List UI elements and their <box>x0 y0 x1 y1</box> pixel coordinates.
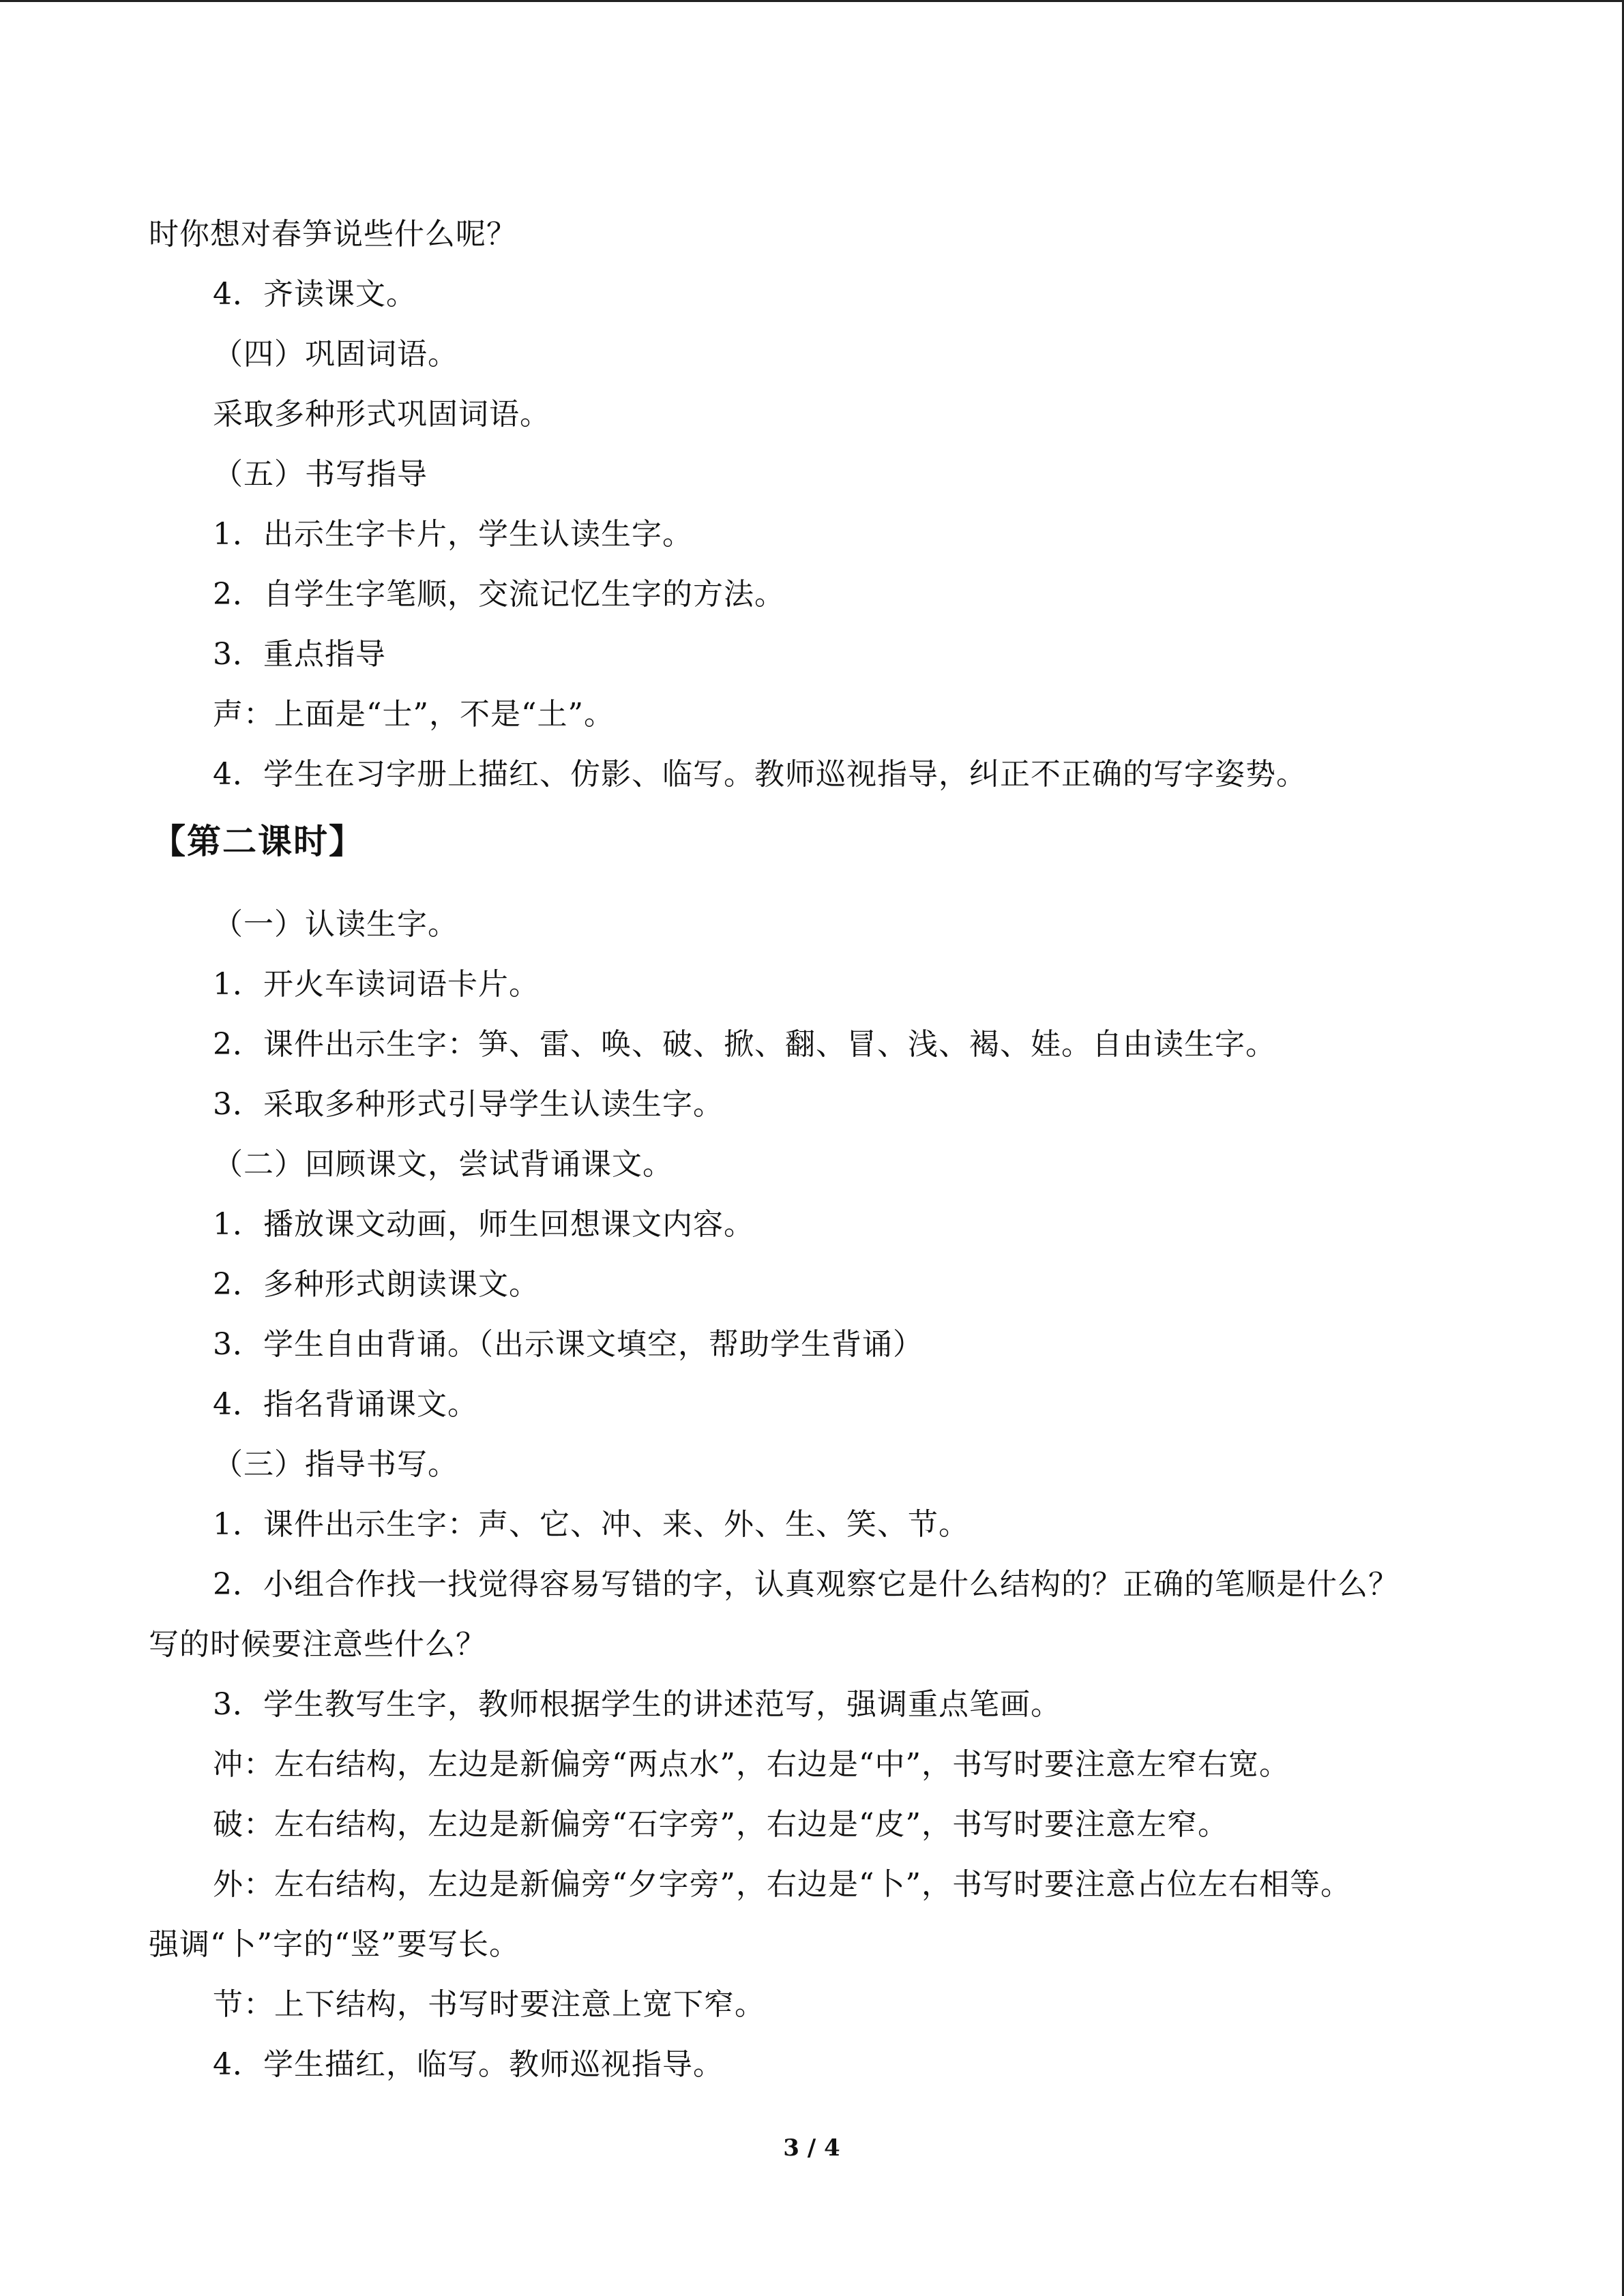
text-line: 3．学生教写生字，教师根据学生的讲述范写，强调重点笔画。 <box>213 1687 1061 1722</box>
text-line: （一）认读生字。 <box>213 907 458 942</box>
text-line: 4．学生在习字册上描红、仿影、临写。教师巡视指导，纠正不正确的写字姿势。 <box>213 757 1307 792</box>
text-line: （四）巩固词语。 <box>213 337 458 372</box>
text-line: （二）回顾课文，尝试背诵课文。 <box>213 1147 673 1182</box>
text-line: 写的时候要注意些什么？ <box>149 1627 486 1662</box>
text-line: 2．小组合作找一找觉得容易写错的字，认真观察它是什么结构的？正确的笔顺是什么？ <box>213 1567 1399 1602</box>
text-line: 破：左右结构，左边是新偏旁“石字旁”，右边是“皮”，书写时要注意左窄。 <box>213 1807 1228 1842</box>
text-line: 3．采取多种形式引导学生认读生字。 <box>213 1087 724 1122</box>
text-line: 4．指名背诵课文。 <box>213 1387 478 1422</box>
text-line: （三）指导书写。 <box>213 1447 458 1482</box>
text-line: 采取多种形式巩固词语。 <box>213 397 550 432</box>
text-line: 1．出示生字卡片，学生认读生字。 <box>213 517 693 552</box>
text-line: 外：左右结构，左边是新偏旁“夕字旁”，右边是“卜”，书写时要注意占位左右相等。 <box>213 1867 1351 1902</box>
text-line: 2．课件出示生字：笋、雷、唤、破、掀、翻、冒、浅、褐、娃。自由读生字。 <box>213 1027 1276 1062</box>
text-line: 节：上下结构，书写时要注意上宽下窄。 <box>213 1987 765 2022</box>
text-line: 1．课件出示生字：声、它、冲、来、外、生、笑、节。 <box>213 1507 969 1542</box>
text-line: 冲：左右结构，左边是新偏旁“两点水”，右边是“中”，书写时要注意左窄右宽。 <box>213 1747 1290 1782</box>
text-line: 2．自学生字笔顺，交流记忆生字的方法。 <box>213 577 785 612</box>
text-line: 4．学生描红，临写。教师巡视指导。 <box>213 2047 724 2082</box>
page-number: 3 / 4 <box>783 2134 840 2162</box>
text-line: 4．齐读课文。 <box>213 277 417 312</box>
text-line: 时你想对春笋说些什么呢？ <box>149 217 517 252</box>
text-line: 强调“卜”字的“竖”要写长。 <box>149 1927 520 1962</box>
text-line: 3．学生自由背诵。（出示课文填空，帮助学生背诵） <box>213 1327 924 1362</box>
text-line: 声：上面是“士”，不是“土”。 <box>213 697 615 732</box>
text-line: 1．开火车读词语卡片。 <box>213 967 540 1002</box>
text-line: 3．重点指导 <box>213 637 386 672</box>
section-heading: 【第二课时】 <box>151 822 364 861</box>
text-line: 1．播放课文动画，师生回想课文内容。 <box>213 1207 754 1242</box>
text-line: 2．多种形式朗读课文。 <box>213 1267 540 1302</box>
text-line: （五）书写指导 <box>213 457 428 492</box>
